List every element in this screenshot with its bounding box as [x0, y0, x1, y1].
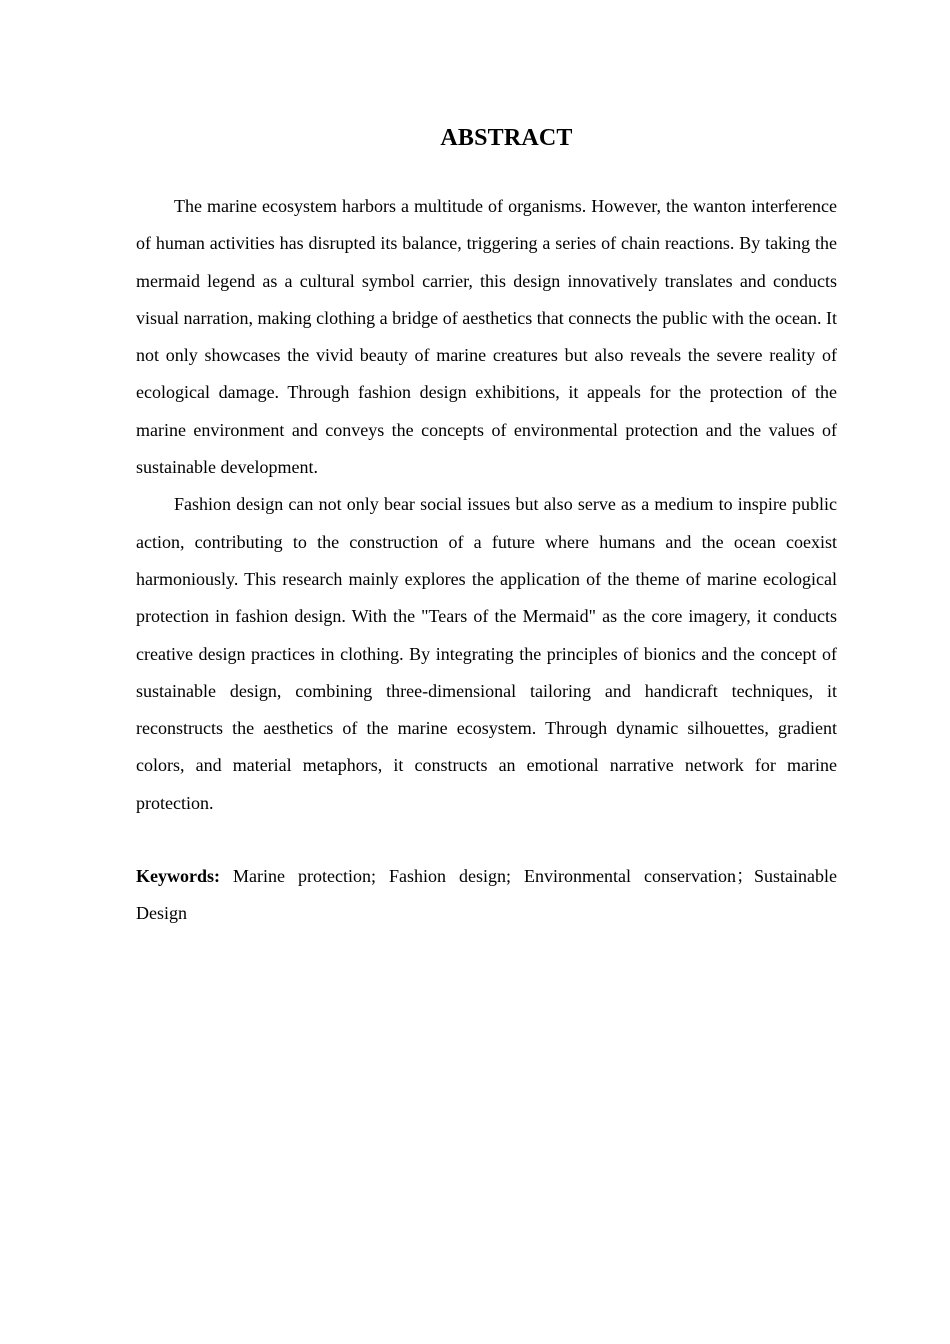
keywords-line	[136, 858, 837, 933]
keywords-label: Keywords:	[136, 866, 220, 887]
abstract-paragraph-1: The marine ecosystem harbors a multitude of organisms. However, the wanton interference of human activities has disrupted its balance, triggering a series of chain reactions. By taking the mermaid legend as a cultural symbol carrier, this design innovatively translates and conducts visual narration, making clothing a bridge of aesthetics that connects the public with the ocean. It not only showcases the vivid beauty of marine creatures but also reveals the severe reality of ecological damage. Through fashion design exhibitions, it appeals for the protection of the marine environment and conveys the concepts of environmental protection and the values of sustainable development.	[136, 196, 837, 478]
keywords-list: Marine protection; Fashion design; Environmental conservation；Sustainable Design	[136, 866, 837, 924]
abstract-title: ABSTRACT	[440, 125, 573, 151]
abstract-body	[136, 188, 837, 822]
abstract-paragraph-2: Fashion design can not only bear social issues but also serve as a medium to inspire public action, contributing to the construction of a future where humans and the ocean coexist harmoniously. This research mainly explores the application of the theme of marine ecological protection in fashion design. With the "Tears of the Mermaid" as the core imagery, it conducts creative design practices in clothing. By integrating the principles of bionics and the concept of sustainable design, combining three-dimensional tailoring and handicraft techniques, it reconstructs the aesthetics of the marine ecosystem. Through dynamic silhouettes, gradient colors, and material metaphors, it constructs an emotional narrative network for marine protection.	[136, 494, 837, 813]
abstract-section	[136, 121, 837, 933]
